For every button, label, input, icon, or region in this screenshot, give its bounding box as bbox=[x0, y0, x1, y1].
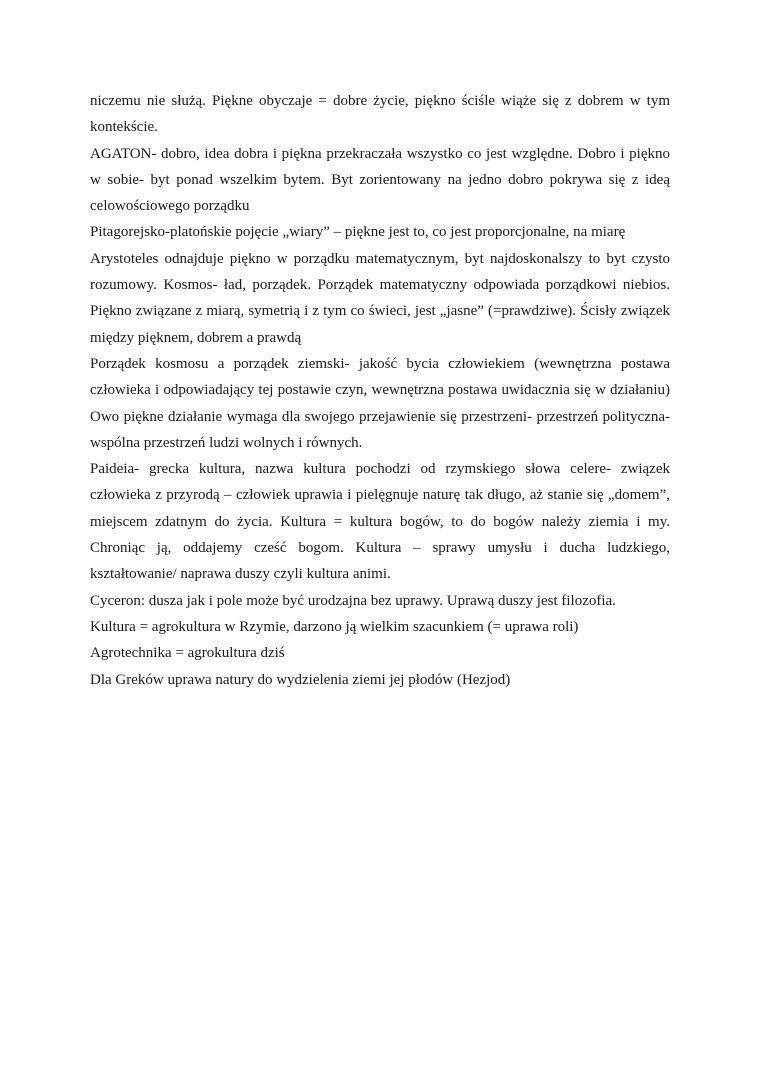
paragraph-paideia: Paideia- grecka kultura, nazwa kultura pochodzi od rzymskiego słowa celere- związek człowieka z przyrodą – człowiek uprawia i pielęgnuje naturę tak długo, aż stanie się „domem”, miejscem zdatnym do życia. Kultura = kultura bogów, to do bogów należy ziemia i my. Chroniąc ją, oddajemy cześć bogom. Kultura – sprawy umysłu i ducha ludzkiego, kształtowanie/ naprawa duszy czyli kultura animi. bbox=[90, 461, 670, 583]
paragraph-agaton: AGATON- dobro, idea dobra i piękna przekraczała wszystko co jest względne. Dobro i piękno w sobie- byt ponad wszelkim bytem. Byt zorientowany na jedno dobro pokrywa się z ideą celowościowego porządku bbox=[90, 145, 670, 215]
document-body bbox=[90, 88, 670, 693]
paragraph-cosmic-order: Porządek kosmosu a porządek ziemski- jakość bycia człowiekiem (wewnętrzna postawa człowieka i odpowiadający tej postawie czyn, wewnętrzna postawa uwidacznia się w działaniu) Owo piękne działanie wymaga dla swojego przejawienie się przestrzeni- przestrzeń polityczna- wspólna przestrzeń ludzi wolnych i równych. bbox=[90, 355, 670, 451]
paragraph-hesiod: Dla Greków uprawa natury do wydzielenia ziemi jej płodów (Hezjod) bbox=[90, 671, 511, 688]
paragraph-aristotle: Arystoteles odnajduje piękno w porządku matematycznym, byt najdoskonalszy to byt czysto rozumowy. Kosmos- ład, porządek. Porządek matematyczny odpowiada porządkowi niebios. Piękno związane z miarą, symetrią i z tym co świeci, jest „jasne” (=prawdziwe). Ścisły związek między pięknem, dobrem a prawdą bbox=[90, 250, 670, 346]
paragraph-agriculture-rome: Kultura = agrokultura w Rzymie, darzono ją wielkim szacunkiem (= uprawa roli) bbox=[90, 618, 579, 635]
paragraph-agrotechnics: Agrotechnika = agrokultura dziś bbox=[90, 645, 285, 662]
paragraph-cicero: Cyceron: dusza jak i pole może być urodzajna bez uprawy. Uprawą duszy jest filozofia. bbox=[90, 592, 616, 609]
paragraph-pythagorean-platonic: Pitagorejsko-platońskie pojęcie „wiary” – piękne jest to, co jest proporcjonalne, na miarę bbox=[90, 224, 626, 241]
paragraph-beauty-customs: niczemu nie służą. Piękne obyczaje = dobre życie, piękno ściśle wiąże się z dobrem w tym kontekście. bbox=[90, 93, 670, 136]
